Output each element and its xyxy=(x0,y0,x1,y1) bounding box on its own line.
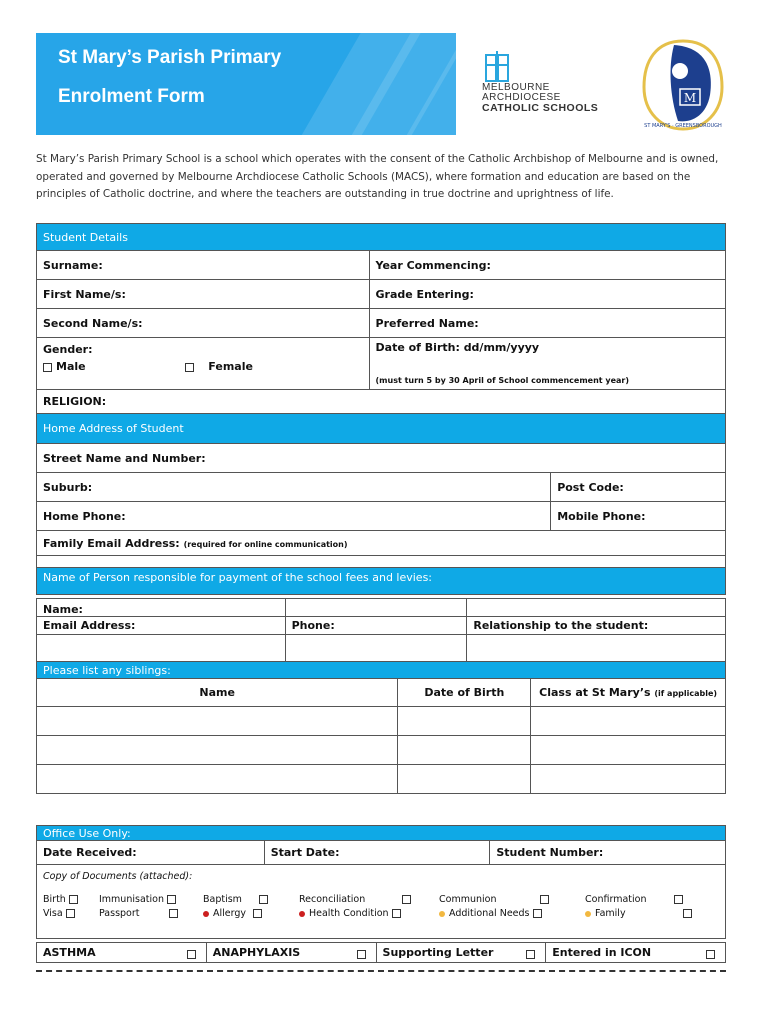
date-received-field[interactable]: Date Received: xyxy=(37,841,265,865)
payer-name-field[interactable]: Name: xyxy=(37,599,286,617)
dob-field[interactable] xyxy=(369,338,725,390)
bottom-divider xyxy=(36,970,726,972)
student-details-table xyxy=(36,223,726,595)
family-email-field[interactable] xyxy=(37,531,726,556)
family-checkbox[interactable] xyxy=(683,909,692,918)
first-name-field[interactable]: First Name/s: xyxy=(37,280,370,309)
macs-logo-line3: CATHOLIC SCHOOLS xyxy=(482,102,599,114)
student-number-field[interactable]: Student Number: xyxy=(490,841,726,865)
male-checkbox[interactable] xyxy=(43,363,52,372)
sibling-class-input[interactable] xyxy=(531,736,726,765)
sibling-class-note: (if applicable) xyxy=(654,689,718,698)
family-email-label: Family Email Address: xyxy=(43,536,180,550)
sibling-dob-input[interactable] xyxy=(398,765,531,794)
doc-immunisation: Immunisation xyxy=(99,894,180,905)
health-marker-icon xyxy=(299,911,305,917)
baptism-checkbox[interactable] xyxy=(259,895,268,904)
form-title-line1: St Mary’s Parish Primary xyxy=(58,47,282,68)
header-banner xyxy=(36,33,739,135)
payer-email-label: Email Address: xyxy=(37,617,286,635)
payer-email-input[interactable] xyxy=(37,635,286,662)
sibling-row xyxy=(37,707,726,736)
sibling-row xyxy=(37,765,726,794)
entered-icon-checkbox[interactable] xyxy=(706,950,715,959)
sibling-row xyxy=(37,736,726,765)
sibling-dob-input[interactable] xyxy=(398,707,531,736)
sibling-name-input[interactable] xyxy=(37,765,398,794)
sibling-name-input[interactable] xyxy=(37,736,398,765)
asthma-checkbox[interactable] xyxy=(187,950,196,959)
dob-note: (must turn 5 by 30 April of School commencement year) xyxy=(375,376,630,385)
sibling-dob-input[interactable] xyxy=(398,736,531,765)
sibling-name-header: Name xyxy=(37,679,398,707)
second-name-field[interactable]: Second Name/s: xyxy=(37,309,370,338)
sibling-class-header xyxy=(531,679,726,707)
male-label: Male xyxy=(56,360,86,373)
doc-additional-needs: Additional Needs xyxy=(439,908,546,919)
sibling-class-label: Class at St Mary’s xyxy=(539,686,651,699)
immunisation-checkbox[interactable] xyxy=(167,895,176,904)
doc-communion: Communion xyxy=(439,894,553,905)
doc-health-condition: Health Condition xyxy=(299,908,405,919)
title-panel xyxy=(36,33,456,135)
reconciliation-checkbox[interactable] xyxy=(402,895,411,904)
siblings-table xyxy=(36,661,726,794)
sibling-name-input[interactable] xyxy=(37,707,398,736)
sibling-class-input[interactable] xyxy=(531,707,726,736)
home-phone-field[interactable]: Home Phone: xyxy=(37,502,551,531)
documents-checklist xyxy=(43,894,719,924)
payer-relationship-label: Relationship to the student: xyxy=(467,617,726,635)
postcode-field[interactable]: Post Code: xyxy=(551,473,726,502)
student-details-header: Student Details xyxy=(37,224,726,251)
gender-field xyxy=(37,338,370,390)
office-use-table xyxy=(36,825,726,939)
doc-confirmation: Confirmation xyxy=(585,894,687,905)
siblings-header: Please list any siblings: xyxy=(37,662,726,679)
payer-phone-input[interactable] xyxy=(285,635,467,662)
doc-reconciliation: Reconciliation xyxy=(299,894,415,905)
payer-relationship-input[interactable] xyxy=(467,635,726,662)
office-use-header: Office Use Only: xyxy=(37,826,726,841)
confirmation-checkbox[interactable] xyxy=(674,895,683,904)
doc-passport: Passport xyxy=(99,908,182,919)
medical-flags-table xyxy=(36,942,726,963)
family-email-note: (required for online communication) xyxy=(183,539,348,549)
home-address-header: Home Address of Student xyxy=(37,414,726,444)
surname-field[interactable]: Surname: xyxy=(37,251,370,280)
documents-section xyxy=(37,865,726,939)
copy-documents-label: Copy of Documents (attached): xyxy=(43,871,193,882)
grade-entering-field[interactable]: Grade Entering: xyxy=(369,280,725,309)
birth-checkbox[interactable] xyxy=(69,895,78,904)
sibling-dob-header: Date of Birth xyxy=(398,679,531,707)
year-commencing-field[interactable]: Year Commencing: xyxy=(369,251,725,280)
gender-label: Gender: xyxy=(43,343,93,356)
street-field[interactable]: Street Name and Number: xyxy=(37,444,726,473)
religion-field[interactable]: RELIGION: xyxy=(37,390,726,414)
doc-visa: Visa xyxy=(43,908,79,919)
dob-label: Date of Birth: dd/mm/yyyy xyxy=(375,341,540,354)
macs-emblem-icon xyxy=(484,51,512,83)
allergy-checkbox[interactable] xyxy=(253,909,262,918)
allergy-marker-icon xyxy=(203,911,209,917)
doc-allergy: Allergy xyxy=(203,908,266,919)
family-marker-icon xyxy=(585,911,591,917)
intro-paragraph: St Mary’s Parish Primary School is a school which operates with the consent of the Catholic Archbishop of Melbourne and is owned, operated and governed by Melbourne Archdiocese Catholic Schools (MACS), where formation and education are based on the principles of Catholic doctrine, and where the teachers are outstanding in true doctrine and uprightness of life. xyxy=(36,153,719,200)
female-label: Female xyxy=(208,360,253,373)
payer-table xyxy=(36,598,726,662)
needs-marker-icon xyxy=(439,911,445,917)
crest-text: ST MARY'S · GREENSBOROUGH xyxy=(644,123,722,129)
macs-logo xyxy=(482,51,622,121)
preferred-name-field[interactable]: Preferred Name: xyxy=(369,309,725,338)
mobile-phone-field[interactable]: Mobile Phone: xyxy=(551,502,726,531)
additional-needs-checkbox[interactable] xyxy=(533,909,542,918)
payer-phone-label: Phone: xyxy=(285,617,467,635)
macs-logo-line1: MELBOURNE xyxy=(482,82,550,93)
form-title-line2: Enrolment Form xyxy=(58,86,205,107)
crest-letter: M xyxy=(683,91,697,105)
start-date-field[interactable]: Start Date: xyxy=(264,841,490,865)
asthma-flag: ASTHMA xyxy=(37,943,207,963)
anaphylaxis-checkbox[interactable] xyxy=(357,950,366,959)
anaphylaxis-flag: ANAPHYLAXIS xyxy=(206,943,376,963)
supporting-letter-flag: Supporting Letter xyxy=(376,943,546,963)
supporting-letter-checkbox[interactable] xyxy=(526,950,535,959)
female-checkbox[interactable] xyxy=(185,363,194,372)
school-crest-logo xyxy=(640,37,726,133)
doc-baptism: Baptism xyxy=(203,894,272,905)
health-condition-checkbox[interactable] xyxy=(392,909,401,918)
doc-birth: Birth xyxy=(43,894,82,905)
suburb-field[interactable]: Suburb: xyxy=(37,473,551,502)
communion-checkbox[interactable] xyxy=(540,895,549,904)
macs-logo-line2: ARCHDIOCESE xyxy=(482,92,561,103)
sibling-class-input[interactable] xyxy=(531,765,726,794)
passport-checkbox[interactable] xyxy=(169,909,178,918)
visa-checkbox[interactable] xyxy=(66,909,75,918)
payer-header: Name of Person responsible for payment of the school fees and levies: xyxy=(37,568,726,595)
doc-family: Family xyxy=(585,908,696,919)
entered-icon-flag: Entered in ICON xyxy=(546,943,726,963)
